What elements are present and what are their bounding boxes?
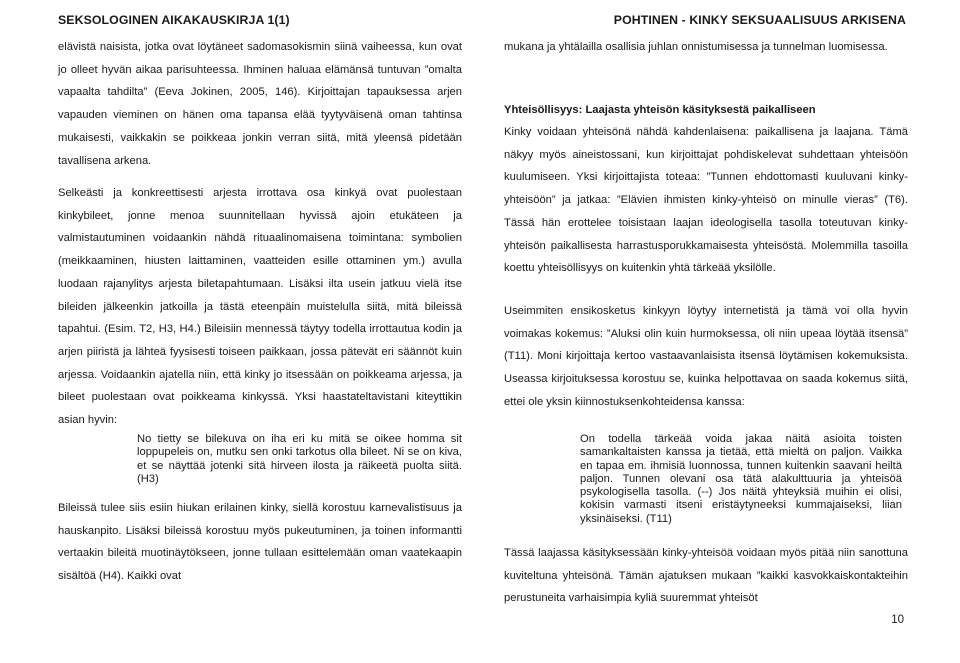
right-block-quote: On todella tärkeää voida jakaa näitä asioita toisten samankaltaisten kanssa ja tietää, että mieltä on paljon. Vaikka en tapaa em. ihmisiä luonnossa, tunnen kuitenkin saavani heiltä paljon. Tunnen olevani osa tätä alakulttuuria ja yhteisöä psykologisella tasolla. (--) Jos näitä yhteyksiä muihin ei olisi, kokisin varmasti itseni eristäytyneeksi kummajaiseksi, liian yksinäiseksi. (T11) xyxy=(580,433,902,525)
right-column xyxy=(504,0,908,663)
right-paragraph-4: Tässä laajassa käsityksessään kinky-yhteisöä voidaan myös pitää niin sanottuna kuviteltuna yhteisönä. Tämän ajatuksen mukaan ”kaikki kasvokkaiskontakteihin perustuneita varhaisimpia kyliä suuremmat yhteisöt xyxy=(504,547,908,605)
right-paragraph-1: mukana ja yhtälailla osallisia juhlan onnistumisessa ja tunnelman luomisessa. xyxy=(504,41,888,53)
right-paragraph-3: Useimmiten ensikosketus kinkyyn löytyy internetistä ja tämä voi olla hyvin voimakas kokemus: ”Aluksi olin kuin hurmoksessa, oli niin upeaa löytää itsensä” (T11). Moni kirjoittaja kertoo vastaavanlaisista itsensä löytämisen kokemuksista. Useassa kirjoituksessa korostuu se, kuinka helpottavaa on saada kokemus siitä, ettei ole yksin kiinnostuksenkohteidensa kanssa: xyxy=(504,305,908,408)
page-number: 10 xyxy=(891,614,904,626)
left-paragraph-2: Selkeästi ja konkreettisesti arjesta irrottava osa kinkyä ovat puolestaan kinkybileet, jonne menoa suunnitellaan hyvissä ajoin etukäteen ja valmistautuminen voidaankin nähdä rituaalinomaisena toimintana: symbolien (meikkaaminen, hiusten laittaminen, vaatteiden esille ottaminen ym.) avulla luodaan rajanylitys arjesta biletapahtumaan. Lisäksi ilta usein jatkuu vielä itse bileiden jälkeenkin jatkoilla ja tästä eteenpäin muistelulla siitä, mitä bileissä tapahtui. (Esim. T2, H3, H4.) Bileisiin mennessä täytyy todella irrottautua kodin ja arjen piiristä ja lähteä fyysisesti toiseen paikkaan, jossa pätevät eri säännöt kuin arjessa. Voidaankin ajatella niin, että kinky jo itsessään on poikkeama arjessa, ja bileet puolestaan ovat poikkeama kinkyssä. Yksi haastateltavistani kiteyttikin asian hyvin: xyxy=(58,187,462,427)
right-paragraph-2: Kinky voidaan yhteisönä nähdä kahdenlaisena: paikallisena ja laajana. Tämä näkyy myös aineistossani, kun kirjoittajat pohdiskelevat suhdettaan yhteisöön kuulumiseen. Yksi kirjoittajista toteaa: ”Tunnen ehdottomasti kuuluvani kinky-yhteisöön” ja jatkaa: ”Elävien ihmisten kinky-yhteisö on minulle vieras” (T6). Tässä hän erottelee toisistaan laajan ideologisella tasolla toteutuvan kinky-yhteisön paikallisesta harrastusporukkamaisesta yhteisöstä. Molemmilla tasoilla koettu yhteisöllisyys on kuitenkin yhtä tärkeää yksilölle. xyxy=(504,126,908,275)
article-header: POHTINEN - KINKY SEKSUAALISUUS ARKISENA xyxy=(613,13,906,27)
left-block-quote: No tietty se bilekuva on iha eri ku mitä se oikee homma sit loppupeleis on, mutku sen onki tarkotus olla bileet. Ni se on kiva, et se näyttää jotenki sitä hirveen ilosta ja räikeetä puolta siitä. (H3) xyxy=(137,433,462,485)
left-paragraph-1: elävistä naisista, jotka ovat löytäneet sadomasokismin siinä vaiheessa, kun ovat jo olleet hyvän aikaa parisuhteessa. Ihminen haluaa elämänsä tuntuvan ”omalta vapaalta tahdilta” (Eeva Jokinen, 2005, 146). Kirjoittajan tapauksessa arjen vapauden vieminen on hänen oma tapansa elää tyytyväisenä oman tahtinsa mukaisesti, vaikkakin se poikkeaa jonkin verran siitä, mitä yleensä pidetään tavallisena arkena. xyxy=(58,41,462,167)
left-paragraph-3: Bileissä tulee siis esiin hiukan erilainen kinky, siellä korostuu karnevalistisuus ja hauskanpito. Lisäksi bileissä korostuu myös pukeutuminen, ja toinen informantti vertaakin bileitä muotinäytökseen, jonne tullaan esittelemään oman vaatekaapin sisältöä (H4). Kaikki ovat xyxy=(58,502,462,583)
section-heading: Yhteisöllisyys: Laajasta yhteisön käsityksestä paikalliseen xyxy=(504,104,816,116)
left-column xyxy=(58,0,462,663)
journal-header: SEKSOLOGINEN AIKAKAUSKIRJA 1(1) xyxy=(58,13,290,27)
